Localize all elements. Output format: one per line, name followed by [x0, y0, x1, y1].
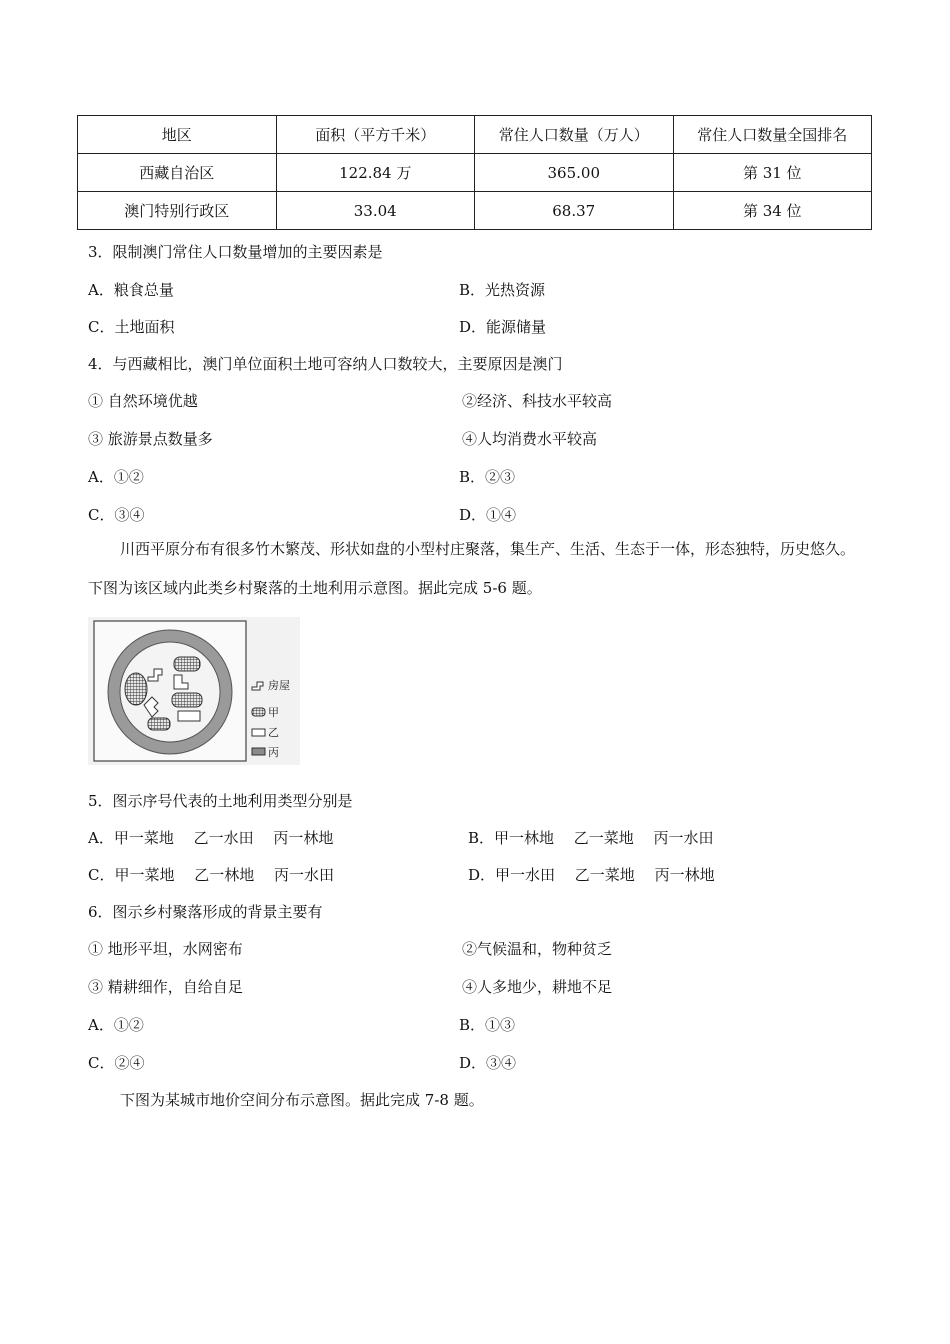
q6-statement-3: ③ 精耕细作，自给自足: [88, 978, 243, 996]
q4-option-b[interactable]: B．②③: [459, 468, 516, 486]
plot-yi: [178, 711, 200, 721]
q5-option-c[interactable]: C．甲一菜地 乙一林地 丙一水田: [88, 866, 335, 884]
table-cell: 33.04: [276, 192, 475, 230]
legend-label-bing: 丙: [268, 746, 279, 759]
table-header-cell: 地区: [78, 116, 277, 154]
q3-option-a[interactable]: A．粮食总量: [88, 281, 174, 299]
q3-option-d[interactable]: D．能源储量: [459, 318, 547, 336]
q4-statement-1: ① 自然环境优越: [88, 392, 198, 410]
legend-jia-symbol: [252, 708, 265, 716]
plot-jia: [125, 673, 147, 705]
legend-house-symbol: [252, 682, 263, 690]
legend-bing-symbol: [252, 748, 265, 755]
q4-option-d[interactable]: D．①④: [459, 506, 517, 524]
q5-option-d[interactable]: D．甲一水田 乙一菜地 丙一林地: [468, 866, 715, 884]
table-cell: 澳门特别行政区: [78, 192, 277, 230]
legend-yi-symbol: [252, 729, 265, 736]
plot-jia: [172, 693, 202, 707]
q3-stem: 3．限制澳门常住人口数量增加的主要因素是: [88, 243, 383, 261]
table-header-cell: 常住人口数量全国排名: [673, 116, 872, 154]
data-table: [77, 115, 872, 230]
table-cell: 第 31 位: [673, 154, 872, 192]
q5-option-a[interactable]: A．甲一菜地 乙一水田 丙一林地: [88, 829, 334, 847]
table-header-row: [78, 116, 872, 154]
q5-option-b[interactable]: B．甲一林地 乙一菜地 丙一水田: [468, 829, 714, 847]
intro-paragraph-7-8: 下图为某城市地价空间分布示意图。据此完成 7-8 题。: [120, 1091, 484, 1109]
table-cell: 122.84 万: [276, 154, 475, 192]
legend-label-jia: 甲: [268, 706, 279, 719]
q4-statement-4: ④人均消费水平较高: [462, 430, 598, 448]
q6-statement-2: ②气候温和，物种贫乏: [462, 940, 613, 958]
q3-option-b[interactable]: B．光热资源: [459, 281, 546, 299]
q4-statement-2: ②经济、科技水平较高: [462, 392, 613, 410]
table-cell: 第 34 位: [673, 192, 872, 230]
q6-statement-4: ④人多地少，耕地不足: [462, 978, 613, 996]
q6-statement-1: ① 地形平坦，水网密布: [88, 940, 243, 958]
legend-label-house: 房屋: [268, 679, 290, 692]
table-cell: 365.00: [475, 154, 674, 192]
table-cell: 68.37: [475, 192, 674, 230]
intro-paragraph-5-6: 川西平原分布有很多竹木繁茂、形状如盘的小型村庄聚落，集生产、生活、生态于一体，形态独特，历史悠久。下图为该区域内此类乡村聚落的土地利用示意图。据此完成 5-6 题。: [88, 540, 856, 597]
table-row: [78, 192, 872, 230]
table-cell: 西藏自治区: [78, 154, 277, 192]
q4-option-a[interactable]: A．①②: [88, 468, 144, 486]
q6-option-d[interactable]: D．③④: [459, 1054, 517, 1072]
table-header-cell: 面积（平方千米）: [276, 116, 475, 154]
q3-option-c[interactable]: C．土地面积: [88, 318, 175, 336]
q4-stem: 4．与西藏相比，澳门单位面积土地可容纳人口数较大，主要原因是澳门: [88, 355, 563, 373]
q6-option-c[interactable]: C．②④: [88, 1054, 145, 1072]
table-row: [78, 154, 872, 192]
plot-jia: [148, 718, 170, 730]
q6-option-a[interactable]: A．①②: [88, 1016, 144, 1034]
q5-stem: 5．图示序号代表的土地利用类型分别是: [88, 792, 353, 810]
q4-statement-3: ③ 旅游景点数量多: [88, 430, 213, 448]
plot-jia: [174, 657, 200, 671]
legend-label-yi: 乙: [268, 726, 279, 739]
table-header-cell: 常住人口数量（万人）: [475, 116, 674, 154]
q4-option-c[interactable]: C．③④: [88, 506, 145, 524]
q6-option-b[interactable]: B．①③: [459, 1016, 516, 1034]
village-land-use-diagram: [88, 617, 300, 765]
q6-stem: 6．图示乡村聚落形成的背景主要有: [88, 903, 323, 921]
village-land-use-figure: [88, 617, 300, 765]
